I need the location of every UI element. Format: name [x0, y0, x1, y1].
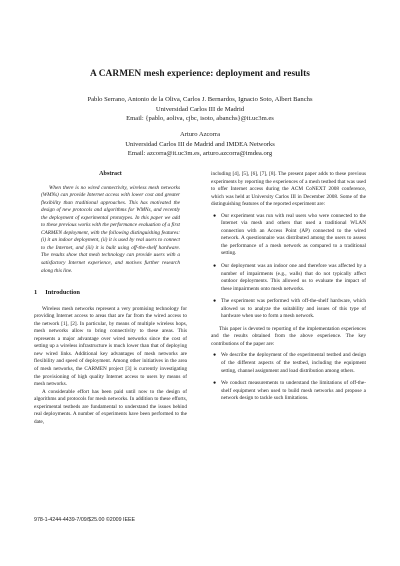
abstract-heading: Abstract — [99, 171, 122, 177]
section-number: 1 — [34, 289, 38, 297]
bullet-icon: ● — [213, 263, 217, 270]
bullet-icon: ● — [213, 352, 217, 359]
intro-paragraph-1: Wireless mesh networks represent a very promising technology for providing Internet access to areas that are far from the wired access to the network [1], [2]. In particular, by means of multiple wireless hops, mesh networks allow to bring connectivity to these areas. This represents a major advantage over wired networks since the cost of setting up a wireless infrastructure is much lower than that of deploying new wired links. Additional key advantages of mesh networks are flexibility and speed of deployment. Among other initiatives in the area of mesh networks, the CARMEN project [3] is currently investigating the provisioning of high quality Internet access to users by means of mesh networks. — [34, 305, 187, 388]
affiliation-1: Universidad Carlos III de Madrid — [155, 106, 245, 113]
bullet-icon: ● — [213, 298, 217, 305]
list-item: ● We describe the deployment of the experimental testbed and design of the different aspects of the testbed, including the equipment setting, channel assignment and load distribution among others. — [213, 352, 366, 374]
contributions-list — [211, 352, 366, 402]
bullet-icon: ● — [213, 380, 217, 387]
paper-title: A CARMEN mesh experience: deployment and results — [90, 69, 310, 79]
email-2: Email: azcorra@it.uc3m.es, arturo.azcorra@imdea.org — [127, 150, 273, 157]
features-list — [211, 213, 366, 321]
abstract-text: When there is no wired connectivity, wireless mesh networks (WMNs) can provide Internet access with lower cost and greater flexibility than traditional approaches. This has motivated the design of new protocols and algorithms for WMNs, and recently the deployment of experimental prototypes. In this paper we add to these previous works with the performance evaluation of a first CARMEN deployment, with the following distinguishing features: (i) it an indoor deployment, (ii) it is used by real users to connect to the Internet, and (iii) it is built using off-the-shelf hardware. The results show that mesh technology can provide users with a satisfactory Internet experience, and motives further research along this line. — [41, 184, 180, 274]
intro-paragraph-2: A considerable effort has been paid until now to the design of algorithms and protocols for mesh networks. In addition to these efforts, experimental testbeds are fundamental to understand the issues behind real deployments. A number of experiments have been performed to the date, — [34, 388, 187, 425]
right-column — [211, 171, 366, 408]
bullet-icon: ● — [213, 212, 217, 219]
list-item: ● Our deployment was an indoor one and therefore was affected by a number of impairments (e.g., walls) that do not typically affect outdoor deployments. This allowed us to evaluate the impact of these impairments onto mesh networks. — [213, 263, 366, 292]
email-1: Email: {pablo, aoliva, cjbc, isoto, abanchs}@it.uc3m.es — [126, 115, 274, 122]
left-column — [34, 171, 187, 426]
copyright-notice: 978-1-4244-4439-7/09/$25.00 ©2009 IEEE — [34, 517, 136, 523]
right-paragraph-2: This paper is devoted to reporting of the implementation experiences and the results obtained from the above experience. The key contributions of the paper are: — [211, 325, 366, 347]
author-list: Pablo Serrano, Antonio de la Oliva, Carlos J. Bernardos, Ignacio Soto, Albert Banchs — [87, 96, 313, 103]
right-paragraph-1: including [4], [5], [6], [7], [8]. The present paper adds to these previous experiments by reporting the experiences of a mesh testbed that was used to offer Internet access during the ACM CoNEXT 2008 conference, which was held at University Carlos III in December 2008. Some of the distinguishing features of the reported experiment are: — [211, 171, 366, 208]
author-2: Arturo Azcorra — [179, 131, 221, 138]
section-heading-introduction — [34, 289, 187, 297]
affiliation-2: Universidad Carlos III de Madrid and IMDEA Networks — [125, 141, 275, 148]
list-item: ● Our experiment was run with real users who were connected to the Internet via mesh and others that used a traditional WLAN connection with an Access Point (AP) connected to the wired network. A questionnaire was distributed among the users to assess the performance of a mesh network as compared to a traditional setting. — [213, 212, 366, 257]
list-item: ● We conduct measurements to understand the limitations of off-the-shelf equipment when used to build mesh networks and propose a network design to tackle such limitations. — [213, 380, 366, 402]
list-item: ● The experiment was performed with off-the-shelf hardware, which allowed us to analyze the suitability and issues of this type of hardware when use to form a mesh network. — [213, 298, 366, 320]
section-title: Introduction — [45, 289, 80, 297]
